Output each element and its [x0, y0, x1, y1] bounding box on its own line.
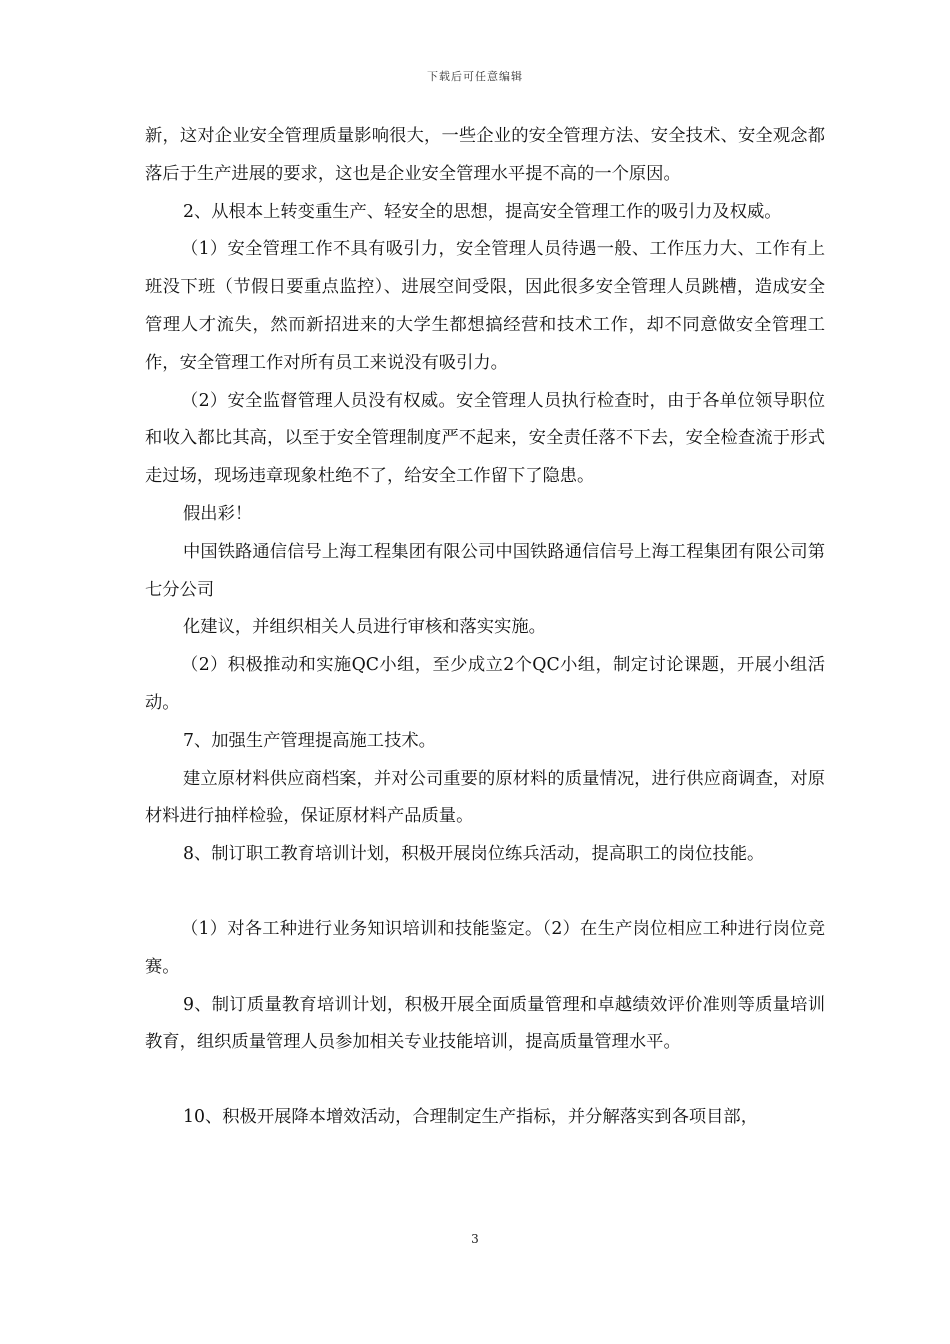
paragraph: 建立原材料供应商档案，并对公司重要的原材料的质量情况，进行供应商调查，对原材料进行抽样检验，保证原材料产品质量。 [145, 768, 825, 827]
page-header: 下载后可任意编辑 [427, 70, 523, 83]
paragraph: 新，这对企业安全管理质量影响很大，一些企业的安全管理方法、安全技术、安全观念都落后于生产进展的要求，这也是企业安全管理水平提不高的一个原因。 [145, 126, 825, 184]
document-body [145, 118, 825, 1137]
paragraph: （2）安全监督管理人员没有权威。安全管理人员执行检查时，由于各单位领导职位和收入都比其高，以至于安全管理制度严不起来，安全责任落不下去，安全检查流于形式走过场，现场违章现象杜绝不了，给安全工作留下了隐患。 [145, 390, 825, 487]
paragraph: 中国铁路通信信号上海工程集团有限公司中国铁路通信信号上海工程集团有限公司第七分公司 [145, 541, 825, 600]
paragraph: 化建议，并组织相关人员进行审核和落实实施。 [183, 617, 546, 638]
paragraph: 2、从根本上转变重生产、轻安全的思想，提高安全管理工作的吸引力及权威。 [183, 201, 782, 222]
paragraph: （2）积极推动和实施QC小组，至少成立2个QC小组，制定讨论课题，开展小组活动。 [145, 655, 825, 713]
paragraph: 9、制订质量教育培训计划，积极开展全面质量管理和卓越绩效评价准则等质量培训教育，组织质量管理人员参加相关专业技能培训，提高质量管理水平。 [145, 994, 825, 1053]
paragraph: 10、积极开展降本增效活动，合理制定生产指标，并分解落实到各项目部， [183, 1107, 758, 1128]
paragraph: 7、加强生产管理提高施工技术。 [183, 730, 436, 751]
paragraph: （1）对各工种进行业务知识培训和技能鉴定。（2）在生产岗位相应工种进行岗位竞赛。 [145, 918, 825, 977]
paragraph: （1）安全管理工作不具有吸引力，安全管理人员待遇一般、工作压力大、工作有上班没下班（节假日要重点监控）、进展空间受限，因此很多安全管理人员跳槽，造成安全管理人才流失，然而新招进来的大学生都想搞经营和技术工作，却不同意做安全管理工作，安全管理工作对所有员工来说没有吸引力。 [145, 239, 825, 373]
page-number: 3 [471, 1232, 479, 1246]
paragraph: 8、制订职工教育培训计划，积极开展岗位练兵活动，提高职工的岗位技能。 [183, 844, 765, 865]
paragraph: 假出彩！ [183, 503, 253, 524]
